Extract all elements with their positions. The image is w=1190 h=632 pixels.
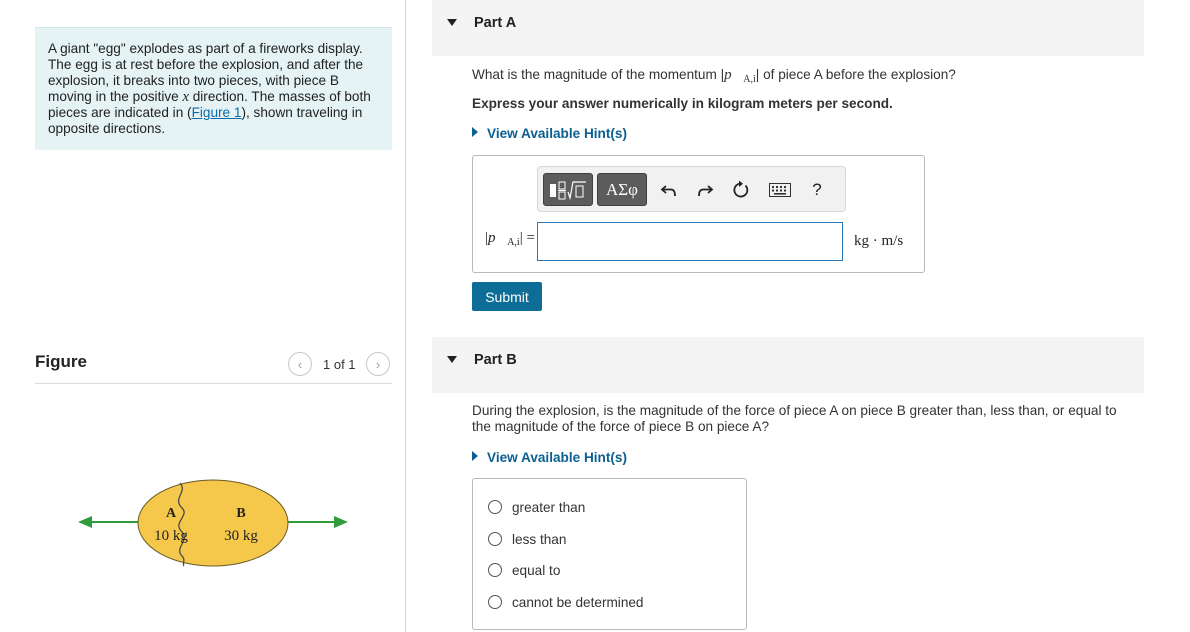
keyboard-button[interactable]	[767, 177, 793, 203]
radio-button[interactable]	[488, 595, 502, 609]
part-b-title: Part B	[474, 352, 517, 368]
piece-a-label: A	[165, 506, 177, 521]
chevron-left-icon: ‹	[297, 356, 303, 372]
reset-button[interactable]	[728, 177, 754, 203]
intro-text-end: ), shown traveling in opposite directions.	[48, 105, 363, 136]
next-figure-button[interactable]	[366, 352, 390, 376]
help-button[interactable]: ?	[812, 180, 822, 199]
part-a-question: What is the magnitude of the momentum $|p⃗_{A,i}|$ of piece A before the explosion?	[472, 67, 956, 85]
radio-button[interactable]	[488, 532, 502, 546]
choice-greater-than[interactable]: greater than	[488, 497, 585, 517]
math-toolbar	[537, 166, 846, 212]
momentum-symbol: p⃗	[724, 67, 744, 83]
piece-a-mass: 10 kg	[154, 528, 188, 544]
templates-icon	[548, 179, 588, 201]
part-b-question: During the explosion, is the magnitude of the force of piece A on piece B greater than, less than, or equal to the magnitude of the force of piece B on piece A?	[472, 403, 1117, 434]
problem-intro	[35, 27, 392, 150]
momentum-subscript: A,i	[743, 74, 756, 85]
chevron-right-icon: ›	[375, 356, 381, 372]
choice-equal-to[interactable]: equal to	[488, 560, 560, 580]
x-variable: x	[182, 89, 189, 105]
keyboard-icon	[769, 183, 791, 197]
piece-b-arrowhead	[334, 516, 348, 528]
caret-down-icon	[447, 356, 457, 363]
previous-figure-button[interactable]	[288, 352, 312, 376]
choice-less-than[interactable]: less than	[488, 529, 566, 549]
templates-button[interactable]	[543, 173, 593, 206]
undo-icon	[660, 181, 678, 199]
part-a-instruction: Express your answer numerically in kilogram meters per second.	[472, 96, 893, 111]
caret-right-icon	[472, 127, 478, 137]
egg-explosion-figure	[60, 470, 360, 580]
egg	[138, 480, 288, 566]
greek-symbols-button[interactable]: ΑΣφ	[597, 173, 647, 206]
part-b-choices	[472, 478, 747, 630]
part-b-header[interactable]	[432, 337, 1144, 393]
part-a-answer-box	[472, 155, 925, 273]
figure-link[interactable]: Figure 1	[191, 105, 242, 120]
radio-button[interactable]	[488, 500, 502, 514]
part-a-header[interactable]	[432, 0, 1144, 56]
submit-button[interactable]: Submit	[472, 282, 542, 311]
reset-icon	[731, 180, 751, 200]
part-a-hints-link[interactable]: View Available Hint(s)	[472, 126, 627, 141]
piece-b-label: B	[236, 506, 246, 521]
caret-right-icon	[472, 451, 478, 461]
redo-button[interactable]	[692, 177, 718, 203]
part-b-hints-link[interactable]: View Available Hint(s)	[472, 450, 627, 465]
choice-cannot-be-determined[interactable]: cannot be determined	[488, 592, 644, 612]
redo-icon	[696, 181, 714, 199]
figure-pager-text: 1 of 1	[323, 357, 356, 372]
caret-down-icon	[447, 19, 457, 26]
piece-a-arrowhead	[78, 516, 92, 528]
part-a-title: Part A	[474, 15, 517, 31]
momentum-answer-input[interactable]	[537, 222, 843, 261]
undo-button[interactable]	[656, 177, 682, 203]
figure-title: Figure	[35, 352, 87, 371]
intro-text: A giant "egg" explodes as part of a fireworks display. The egg is at rest before the explosion, and after the explosion, it breaks into two pieces, with piece B moving in the positive	[48, 41, 364, 104]
radio-button[interactable]	[488, 563, 502, 577]
column-divider	[405, 0, 406, 632]
figure-header	[35, 348, 392, 384]
piece-b-mass: 30 kg	[224, 528, 258, 544]
intro-text-cont: direction. The masses of both pieces are indicated in (	[48, 89, 371, 120]
answer-label: $|p⃗_{A,i}|$ =	[485, 230, 535, 248]
unit-label: kg · m/s	[854, 233, 904, 249]
